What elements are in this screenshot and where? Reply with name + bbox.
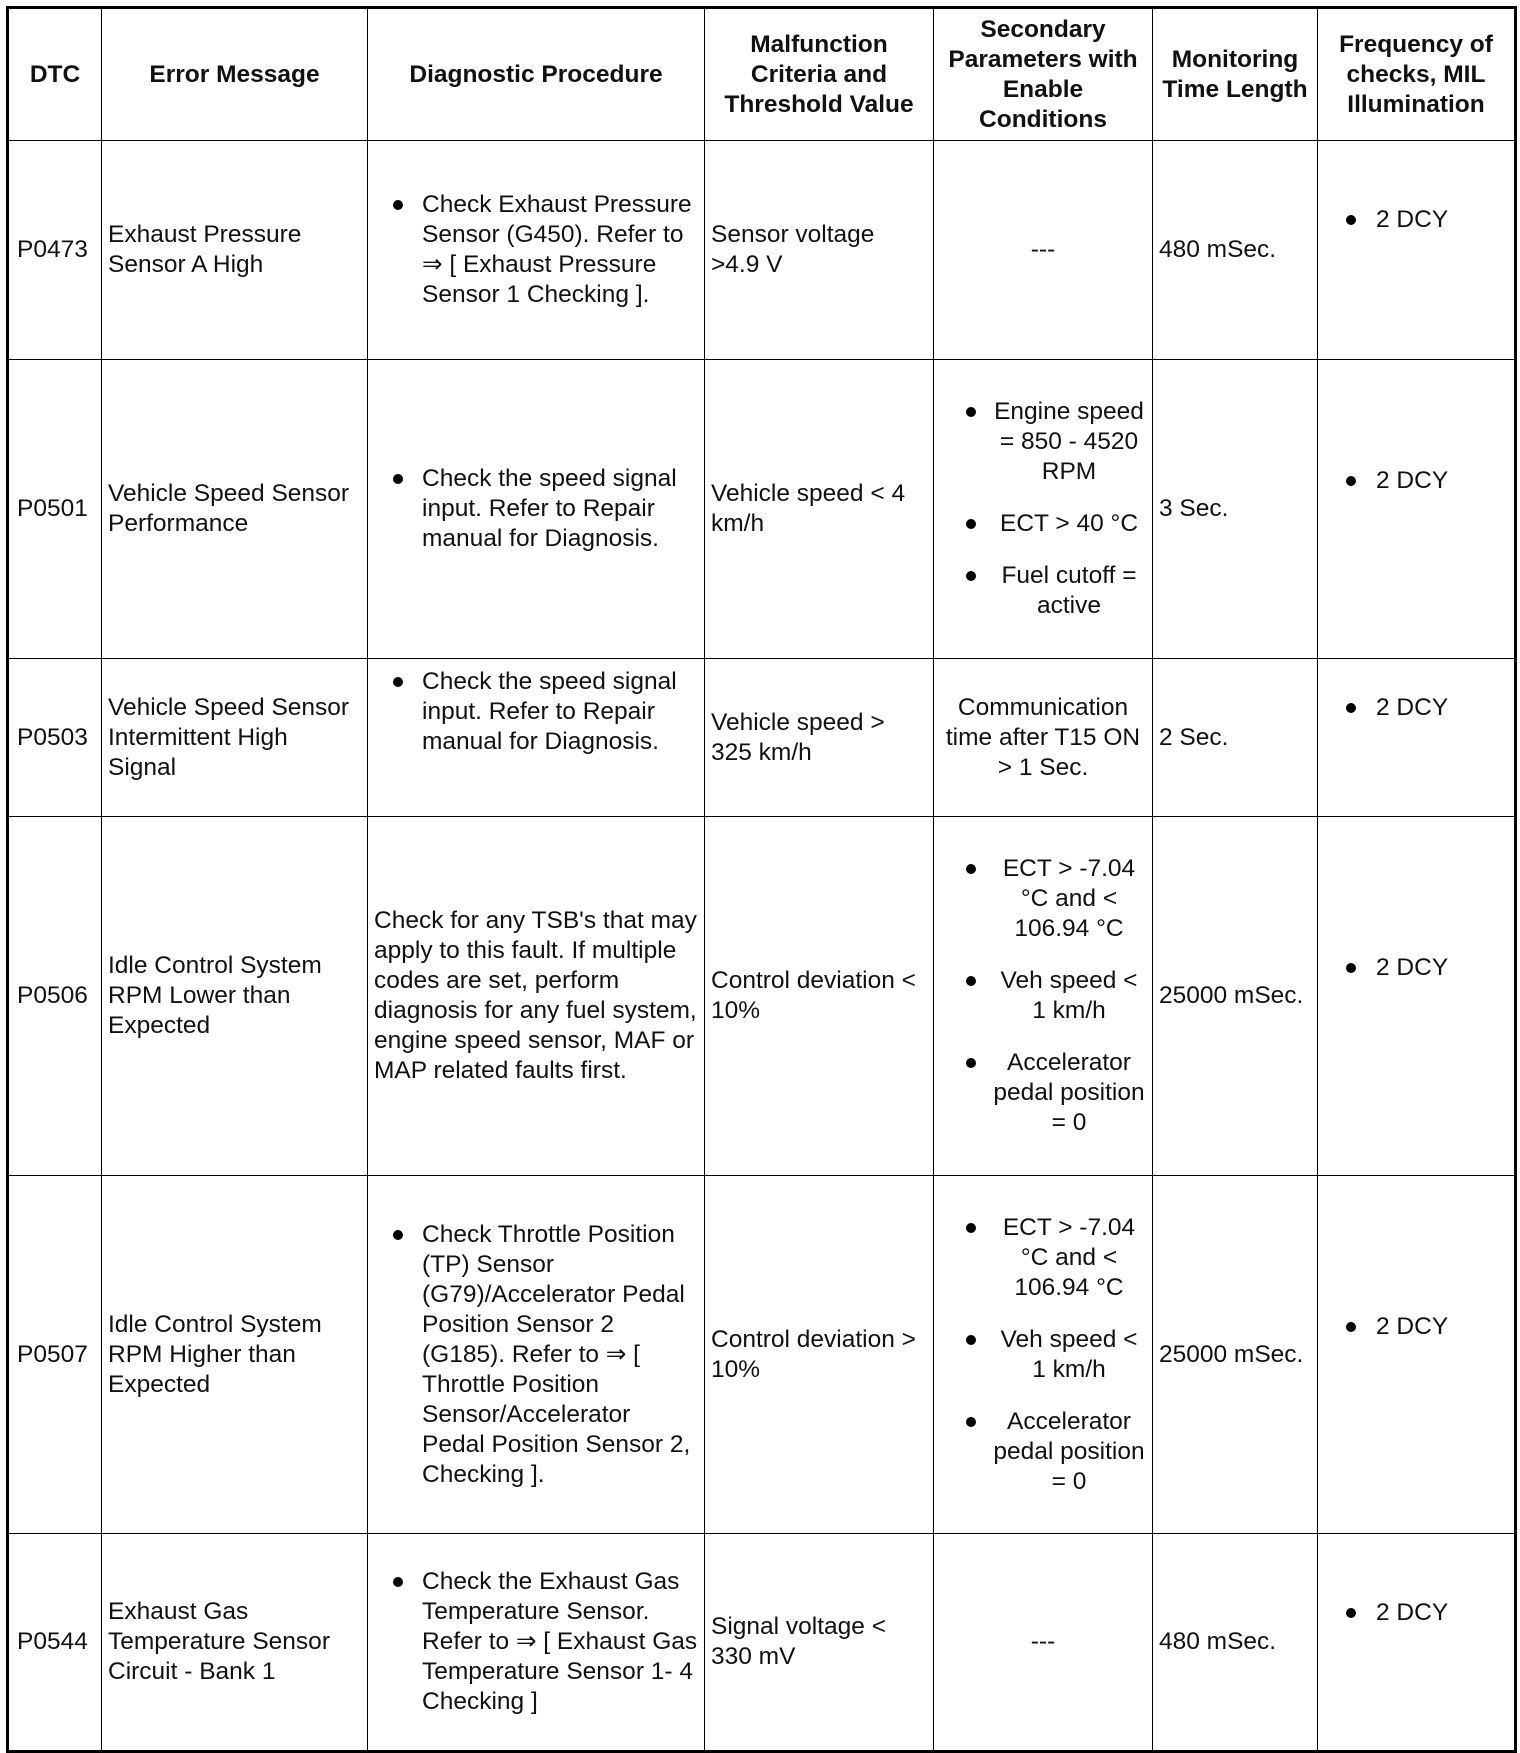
- secondary-bullet: ECT > -7.04 °C and < 106.94 °C: [940, 1213, 1146, 1303]
- secondary-bullet: Engine speed = 850 - 4520 RPM: [940, 397, 1146, 487]
- frequency-bullet: 2 DCY: [1324, 466, 1448, 496]
- secondary-bullet: Veh speed < 1 km/h: [940, 966, 1146, 1026]
- secondary-bullet: ECT > -7.04 °C and < 106.94 °C: [940, 854, 1146, 944]
- frequency-cell: [1318, 1534, 1516, 1752]
- dtc-code: P0506: [8, 817, 102, 1176]
- secondary-parameters: Communication time after T15 ON > 1 Sec.: [934, 659, 1153, 817]
- malfunction-criteria: Control deviation < 10%: [705, 817, 934, 1176]
- secondary-parameters: ---: [934, 141, 1153, 360]
- diagnostic-procedure: [368, 141, 705, 360]
- dtc-code: P0503: [8, 659, 102, 817]
- frequency-bullet: 2 DCY: [1324, 1598, 1448, 1628]
- malfunction-criteria: Sensor voltage >4.9 V: [705, 141, 934, 360]
- diagnostic-procedure: [368, 1176, 705, 1534]
- monitoring-time: 2 Sec.: [1153, 659, 1318, 817]
- monitoring-time: 3 Sec.: [1153, 360, 1318, 659]
- diagnostic-procedure: Check for any TSB's that may apply to this fault. If multiple codes are set, perform diagnosis for any fuel system, engine speed sensor, MAF or MAP related faults first.: [368, 817, 705, 1176]
- secondary-parameters: [934, 360, 1153, 659]
- table-row: [8, 817, 1516, 1176]
- monitoring-time: 25000 mSec.: [1153, 817, 1318, 1176]
- error-message: Exhaust Pressure Sensor A High: [102, 141, 368, 360]
- secondary-bullet: Accelerator pedal position = 0: [940, 1048, 1146, 1138]
- procedure-bullet: Check the Exhaust Gas Temperature Sensor. Refer to ⇒ [ Exhaust Gas Temperature Sensor 1- 4 Checking ]: [374, 1567, 698, 1717]
- secondary-bullet: Veh speed < 1 km/h: [940, 1325, 1146, 1385]
- malfunction-criteria: Control deviation > 10%: [705, 1176, 934, 1534]
- frequency-cell: [1318, 141, 1516, 360]
- error-message: Vehicle Speed Sensor Performance: [102, 360, 368, 659]
- header-secondary-parameters: Secondary Parameters with Enable Conditions: [934, 8, 1153, 141]
- malfunction-criteria: Signal voltage < 330 mV: [705, 1534, 934, 1752]
- procedure-bullet: Check Exhaust Pressure Sensor (G450). Refer to ⇒ [ Exhaust Pressure Sensor 1 Checking ].: [374, 190, 698, 310]
- dtc-code: P0473: [8, 141, 102, 360]
- table-row: [8, 360, 1516, 659]
- header-dtc: DTC: [8, 8, 102, 141]
- secondary-bullet: Fuel cutoff = active: [940, 561, 1146, 621]
- error-message: Vehicle Speed Sensor Intermittent High Signal: [102, 659, 368, 817]
- dtc-code: P0507: [8, 1176, 102, 1534]
- secondary-parameters: ---: [934, 1534, 1153, 1752]
- secondary-parameters: [934, 817, 1153, 1176]
- header-error-message: Error Message: [102, 8, 368, 141]
- table-row: [8, 659, 1516, 817]
- dtc-code: P0544: [8, 1534, 102, 1752]
- header-malfunction-criteria: Malfunction Criteria and Threshold Value: [705, 8, 934, 141]
- monitoring-time: 25000 mSec.: [1153, 1176, 1318, 1534]
- table-row: [8, 1534, 1516, 1752]
- dtc-table: [6, 6, 1517, 1753]
- malfunction-criteria: Vehicle speed < 4 km/h: [705, 360, 934, 659]
- dtc-table-sheet: [6, 6, 1517, 1753]
- malfunction-criteria: Vehicle speed > 325 km/h: [705, 659, 934, 817]
- header-diagnostic-procedure: Diagnostic Procedure: [368, 8, 705, 141]
- secondary-parameters: [934, 1176, 1153, 1534]
- frequency-cell: [1318, 1176, 1516, 1534]
- frequency-cell: [1318, 817, 1516, 1176]
- error-message: Exhaust Gas Temperature Sensor Circuit - Bank 1: [102, 1534, 368, 1752]
- header-monitoring-time: Monitoring Time Length: [1153, 8, 1318, 141]
- diagnostic-procedure: [368, 360, 705, 659]
- procedure-bullet: Check the speed signal input. Refer to Repair manual for Diagnosis.: [374, 464, 698, 554]
- monitoring-time: 480 mSec.: [1153, 141, 1318, 360]
- frequency-bullet: 2 DCY: [1324, 205, 1448, 235]
- secondary-bullet: ECT > 40 °C: [940, 509, 1146, 539]
- header-frequency: Frequency of checks, MIL Illumination: [1318, 8, 1516, 141]
- error-message: Idle Control System RPM Lower than Expected: [102, 817, 368, 1176]
- table-row: [8, 141, 1516, 360]
- procedure-bullet: Check the speed signal input. Refer to Repair manual for Diagnosis.: [374, 667, 698, 757]
- monitoring-time: 480 mSec.: [1153, 1534, 1318, 1752]
- frequency-bullet: 2 DCY: [1324, 1312, 1448, 1342]
- frequency-cell: [1318, 659, 1516, 817]
- dtc-code: P0501: [8, 360, 102, 659]
- error-message: Idle Control System RPM Higher than Expected: [102, 1176, 368, 1534]
- frequency-bullet: 2 DCY: [1324, 693, 1448, 723]
- procedure-bullet: Check Throttle Position (TP) Sensor (G79)/Accelerator Pedal Position Sensor 2 (G185). Refer to ⇒ [ Throttle Position Sensor/Accelerator Pedal Position Sensor 2, Checking ].: [374, 1220, 698, 1490]
- secondary-bullet: Accelerator pedal position = 0: [940, 1407, 1146, 1497]
- frequency-bullet: 2 DCY: [1324, 953, 1448, 983]
- diagnostic-procedure: [368, 659, 705, 817]
- diagnostic-procedure: [368, 1534, 705, 1752]
- frequency-cell: [1318, 360, 1516, 659]
- header-row: [8, 8, 1516, 141]
- table-row: [8, 1176, 1516, 1534]
